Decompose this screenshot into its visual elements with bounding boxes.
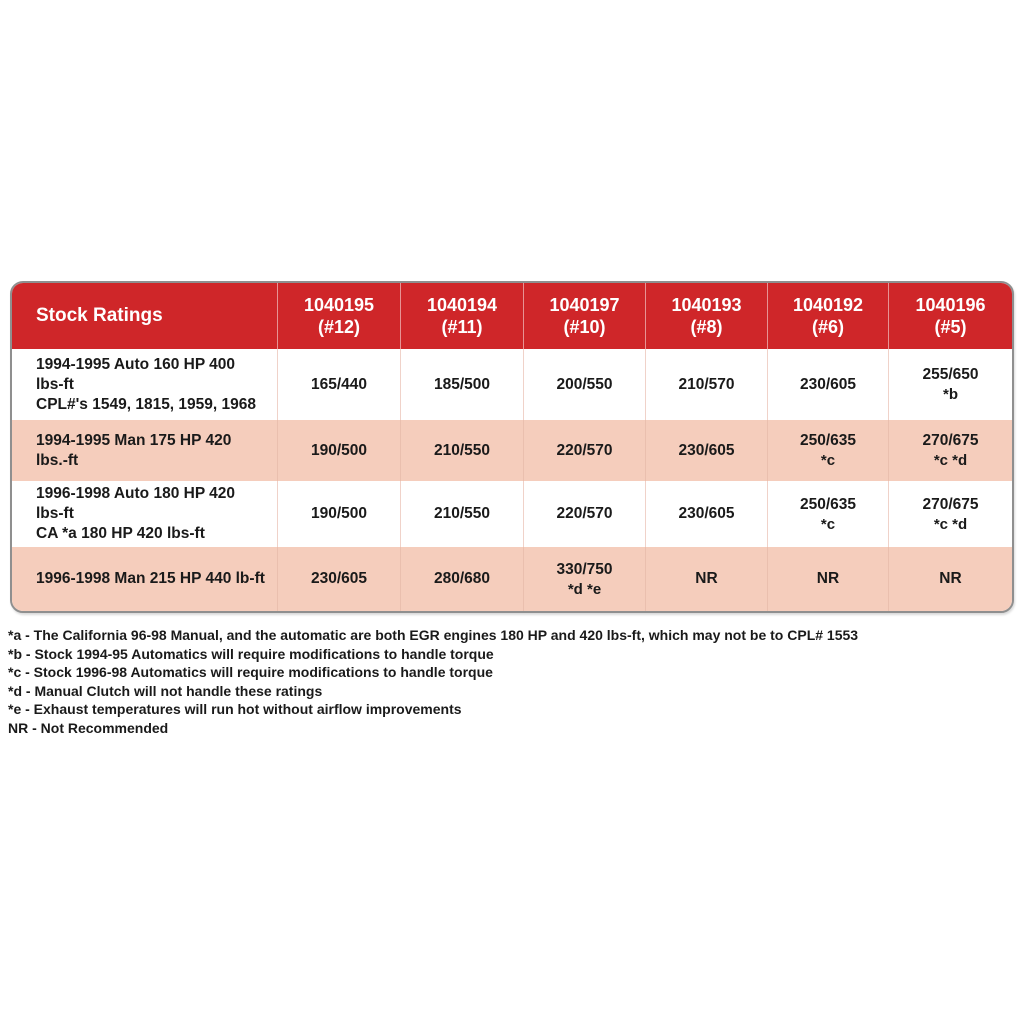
row-label-line1: 1996-1998 Man 215 HP 440 lb-ft: [36, 570, 265, 587]
injector-position: (#10): [563, 317, 606, 337]
header-col-1040195: [277, 283, 400, 349]
row-label: [12, 481, 277, 547]
footnote-e: *e - Exhaust temperatures will run hot without airflow improvements: [8, 701, 462, 717]
rating-cell: [888, 547, 1012, 611]
rating-value: 200/550: [556, 375, 613, 393]
rating-cell: [888, 420, 1012, 481]
part-number: 1040197: [549, 295, 620, 315]
rating-value: 230/605: [310, 570, 368, 587]
row-label-line1: 1996-1998 Auto 180 HP 420 lbs-ft: [36, 485, 236, 522]
rating-note: *c: [820, 515, 836, 533]
rating-cell: [523, 547, 645, 611]
rating-value: 210/570: [678, 375, 735, 393]
injector-position: (#8): [690, 317, 723, 337]
part-number: 1040196: [915, 295, 986, 315]
rating-value: 255/650: [922, 366, 979, 383]
table-row-1994-1995-man: [12, 420, 1012, 481]
rating-value: 270/675: [922, 432, 979, 449]
injector-position: (#6): [811, 317, 844, 337]
table-row-1996-1998-auto: [12, 481, 1012, 547]
rating-value: NR: [939, 570, 962, 587]
rating-value: 210/550: [433, 441, 491, 459]
rating-cell: [888, 481, 1012, 547]
rating-cell: [400, 481, 523, 547]
rating-value: 280/680: [433, 570, 491, 587]
injector-position: (#5): [934, 317, 967, 337]
rating-cell: [277, 547, 400, 611]
rating-cell: [277, 420, 400, 481]
row-label-line2: CPL#'s 1549, 1815, 1959, 1968: [36, 395, 256, 413]
footnote-c: *c - Stock 1996-98 Automatics will require modifications to handle torque: [8, 664, 493, 680]
part-number: 1040193: [671, 295, 742, 315]
rating-cell: [400, 547, 523, 611]
rating-value: 230/605: [799, 375, 857, 393]
rating-value: 190/500: [310, 441, 368, 459]
rating-value: 230/605: [678, 505, 735, 522]
header-col-1040196: [888, 283, 1012, 349]
header-col-1040194: [400, 283, 523, 349]
rating-note: *b: [943, 386, 958, 403]
rating-cell: [767, 547, 888, 611]
table-header-row: [12, 283, 1012, 349]
row-label: [12, 420, 277, 481]
part-number: 1040194: [426, 295, 498, 315]
rating-note: *c *d: [933, 515, 968, 533]
rating-cell: [767, 481, 888, 547]
rating-cell: [767, 349, 888, 420]
rating-cell: [523, 481, 645, 547]
header-col-1040193: [645, 283, 767, 349]
rating-cell: [523, 349, 645, 420]
rating-cell: [277, 481, 400, 547]
footnotes: [8, 626, 1008, 737]
row-label: [12, 547, 277, 611]
footnote-b: *b - Stock 1994-95 Automatics will require modifications to handle torque: [8, 645, 494, 662]
injector-position: (#12): [317, 317, 361, 337]
rating-cell: [645, 420, 767, 481]
rating-cell: [645, 349, 767, 420]
row-label-line1: 1994-1995 Man 175 HP 420 lbs.-ft: [36, 431, 232, 469]
footnote-nr: NR - Not Recommended: [8, 719, 169, 736]
rating-cell: [888, 349, 1012, 420]
row-label-line1: 1994-1995 Auto 160 HP 400 lbs-ft: [36, 355, 236, 393]
table-row-1996-1998-man: [12, 547, 1012, 611]
rating-cell: [767, 420, 888, 481]
rating-value: 270/675: [922, 495, 979, 513]
part-number: 1040195: [303, 295, 375, 315]
rating-value: 220/570: [556, 505, 613, 522]
footnote-d: *d - Manual Clutch will not handle these ratings: [8, 682, 323, 699]
rating-cell: [400, 420, 523, 481]
rating-cell: [645, 547, 767, 611]
rating-value: 250/635: [799, 495, 857, 513]
rating-value: NR: [695, 570, 718, 587]
rating-value: 185/500: [433, 375, 491, 393]
header-col-1040197: [523, 283, 645, 349]
rating-value: 250/635: [799, 432, 857, 449]
rating-cell: [277, 349, 400, 420]
rating-value: NR: [816, 570, 840, 587]
part-number: 1040192: [792, 295, 864, 315]
table-row-1994-1995-auto: [12, 349, 1012, 420]
rating-note: *c *d: [933, 452, 968, 469]
rating-value: 220/570: [556, 441, 613, 459]
rating-value: 165/440: [310, 375, 368, 393]
rating-value: 230/605: [678, 441, 735, 459]
row-label-line2: CA *a 180 HP 420 lbs-ft: [36, 525, 205, 542]
stock-ratings-table: [10, 281, 1014, 613]
rating-value: 330/750: [556, 560, 613, 578]
rating-value: 190/500: [310, 505, 368, 522]
rating-cell: [523, 420, 645, 481]
header-col-1040192: [767, 283, 888, 349]
footnote-a: *a - The California 96-98 Manual, and the automatic are both EGR engines 180 HP and 420 lbs-ft, which may not be to CPL# 1553: [8, 627, 859, 643]
rating-cell: [645, 481, 767, 547]
rating-note: *d *e: [567, 580, 602, 598]
rating-note: *c: [820, 452, 836, 469]
rating-value: 210/550: [433, 505, 491, 522]
rating-cell: [400, 349, 523, 420]
header-stock-ratings: Stock Ratings: [36, 305, 163, 326]
injector-position: (#11): [441, 317, 483, 337]
row-label: [12, 349, 277, 420]
